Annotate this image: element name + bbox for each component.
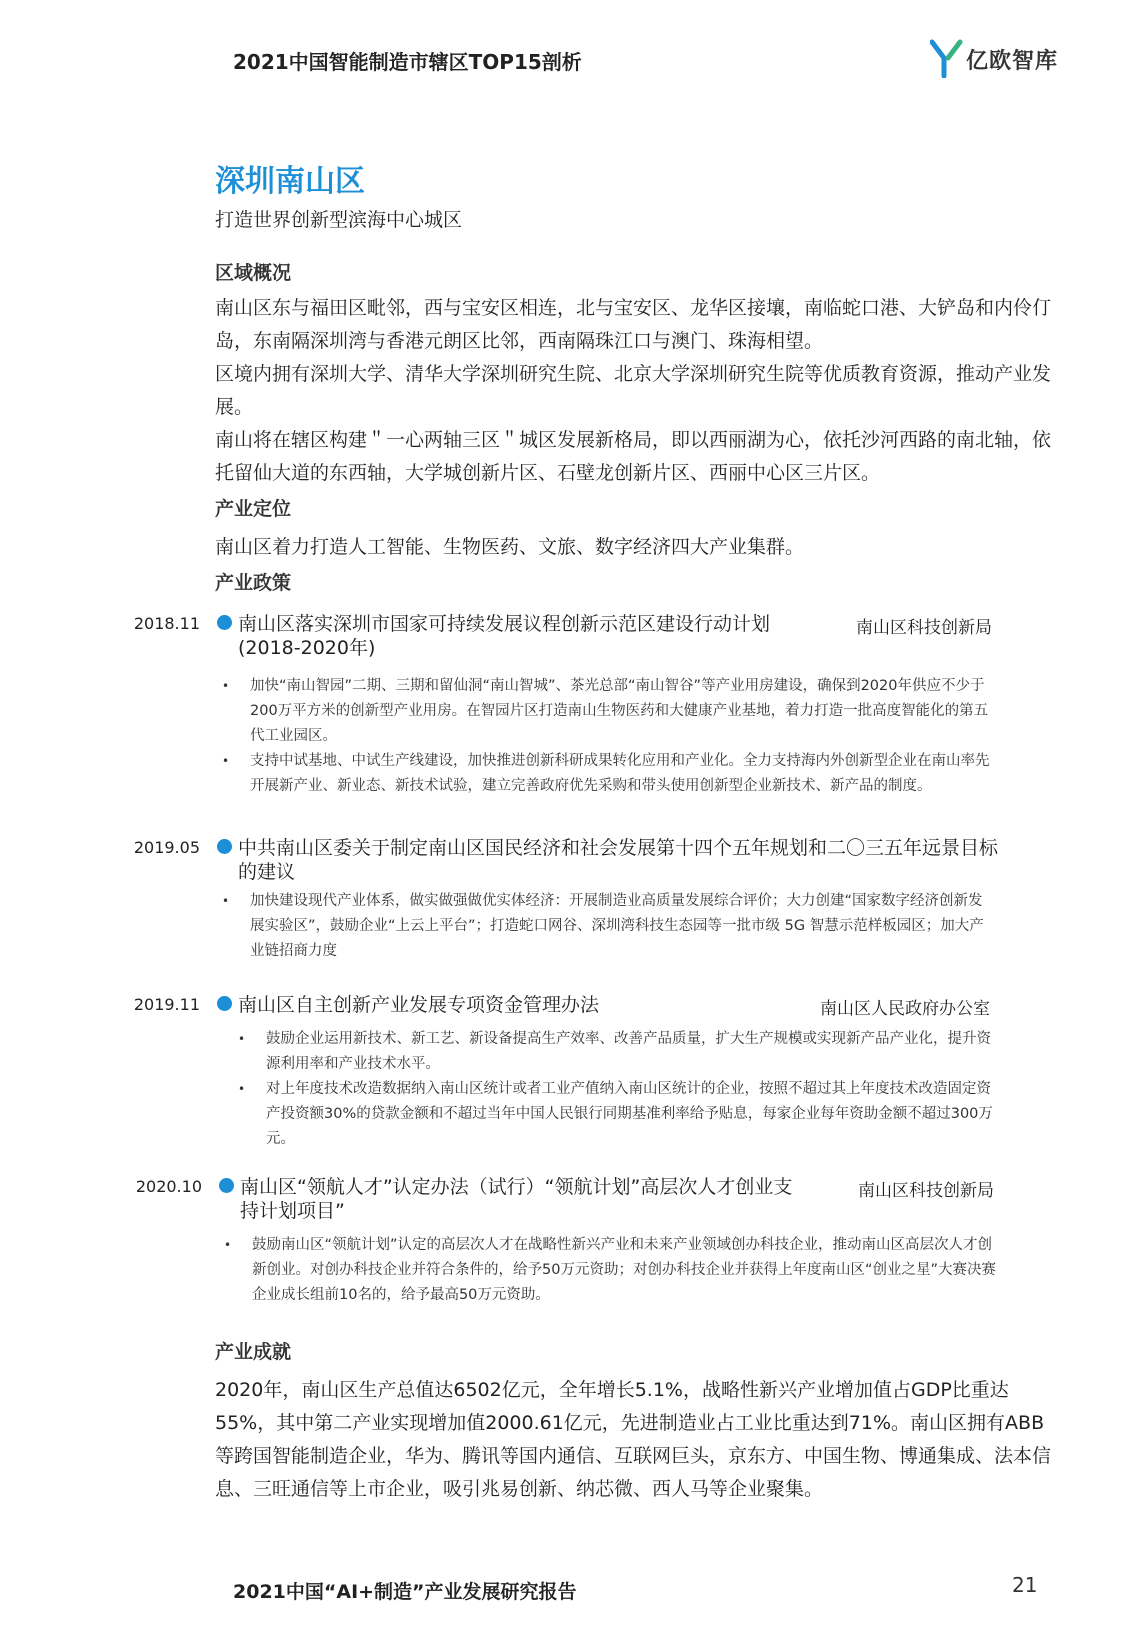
overview-heading: 区域概况: [215, 262, 292, 284]
policy-bullets: [224, 1233, 997, 1308]
policy-title: 南山区“领航人才”认定办法（试行）“领航计划”高层次人才创业支持计划项目”: [240, 1176, 793, 1222]
logo-text: 亿欧智库: [966, 49, 1059, 74]
policy-heading: 产业政策: [215, 572, 292, 594]
policy-bullets: [238, 1027, 996, 1152]
policy-issuer: 南山区科技创新局: [856, 618, 992, 638]
policy-bullets: [222, 889, 995, 964]
logo-mark-icon: [930, 38, 964, 78]
policy-date: 2019.11: [133, 995, 200, 1014]
bullet-dot-icon: [219, 1178, 234, 1193]
list-item: • 鼓励南山区“领航计划”认定的高层次人才在战略性新兴产业和未来产业领域创办科技企业，推动南山区高层次人才创新创业。对创办科技企业并符合条件的，给予50万元资助；对创办科技企业并获得上年度南山区“创业之星”大赛决赛企业成长组前10名的，给予最高50万元资助。: [224, 1237, 996, 1303]
policy-title: 南山区自主创新产业发展专项资金管理办法: [238, 994, 600, 1016]
achievement-heading: 产业成就: [215, 1341, 292, 1363]
list-item: • 加快“南山智园”二期、三期和留仙洞“南山智城”、茶光总部“南山智谷”等产业用房建设，确保到2020年供应不少于200万平方米的创新型产业用房。在智园片区打造南山生物医药和大健康产业基地，着力打造一批高度智能化的第五代工业园区。: [222, 678, 989, 744]
bullet-dot-icon: [217, 615, 232, 630]
list-item: • 对上年度技术改造数据纳入南山区统计或者工业产值纳入南山区统计的企业，按照不超过其上年度技术改造固定资产投资额30%的贷款金额和不超过当年中国人民银行同期基准利率给予贴息，每家企业每年资助金额不超过300万元。: [238, 1081, 993, 1147]
policy-title: 中共南山区委关于制定南山区国民经济和社会发展第十四个五年规划和二〇三五年远景目标的建议: [238, 837, 999, 883]
region-subtitle: 打造世界创新型滨海中心城区: [215, 209, 463, 231]
page-number: 21: [1012, 1573, 1038, 1597]
policy-date: 2019.05: [133, 838, 200, 857]
policy-date: 2018.11: [133, 614, 200, 633]
list-item: • 支持中试基地、中试生产线建设，加快推进创新科研成果转化应用和产业化。全力支持海内外创新型企业在南山率先开展新产业、新业态、新技术试验，建立完善政府优先采购和带头使用创新型企业新技术、新产品的制度。: [222, 753, 990, 794]
brand-logo: [930, 38, 1070, 78]
report-footer-title: 2021中国“AI+制造”产业发展研究报告: [233, 1581, 577, 1603]
list-item: • 鼓励企业运用新技术、新工艺、新设备提高生产效率、改善产品质量，扩大生产规模或实现新产品产业化，提升资源利用率和产业技术水平。: [238, 1031, 991, 1072]
overview-text: [215, 292, 1060, 490]
policy-issuer: 南山区科技创新局: [858, 1181, 994, 1201]
overview-paragraph: 南山将在辖区构建＂一心两轴三区＂城区发展新格局，即以西丽湖为心，依托沙河西路的南北轴，依托留仙大道的东西轴，大学城创新片区、石壁龙创新片区、西丽中心区三片区。: [215, 429, 1052, 484]
positioning-heading: 产业定位: [215, 498, 292, 520]
bullet-dot-icon: [217, 839, 232, 854]
positioning-text: 南山区着力打造人工智能、生物医药、文旅、数字经济四大产业集群。: [215, 536, 805, 558]
achievement-text: 2020年，南山区生产总值达6502亿元，全年增长5.1%，战略性新兴产业增加值占GDP比重达55%，其中第二产业实现增加值2000.61亿元，先进制造业占工业比重达到71%。南山区拥有ABB等跨国智能制造企业，华为、腾讯等国内通信、互联网巨头，京东方、中国生物、博通集成、法本信息、三旺通信等上市企业，吸引兆易创新、纳芯微、西人马等企业聚集。: [215, 1379, 1052, 1500]
bullet-dot-icon: [217, 996, 232, 1011]
overview-paragraph: 南山区东与福田区毗邻，西与宝安区相连，北与宝安区、龙华区接壤，南临蛇口港、大铲岛和内伶仃岛，东南隔深圳湾与香港元朗区比邻，西南隔珠江口与澳门、珠海相望。: [215, 297, 1052, 352]
policy-issuer: 南山区人民政府办公室: [820, 999, 990, 1019]
policy-date: 2020.10: [135, 1177, 202, 1196]
policy-bullets: [222, 674, 995, 799]
list-item: • 加快建设现代产业体系，做实做强做优实体经济：开展制造业高质量发展综合评价；大力创建“国家数字经济创新发展实验区”，鼓励企业“上云上平台”；打造蛇口网谷、深圳湾科技生态园等一批市级 5G 智慧示范样板园区；加大产业链招商力度: [222, 893, 984, 959]
overview-paragraph: 区境内拥有深圳大学、清华大学深圳研究生院、北京大学深圳研究生院等优质教育资源，推动产业发展。: [215, 363, 1052, 418]
region-title: 深圳南山区: [215, 164, 365, 199]
report-header-title: 2021中国智能制造市辖区TOP15剖析: [233, 50, 582, 74]
policy-title: 南山区落实深圳市国家可持续发展议程创新示范区建设行动计划(2018-2020年): [238, 613, 771, 659]
